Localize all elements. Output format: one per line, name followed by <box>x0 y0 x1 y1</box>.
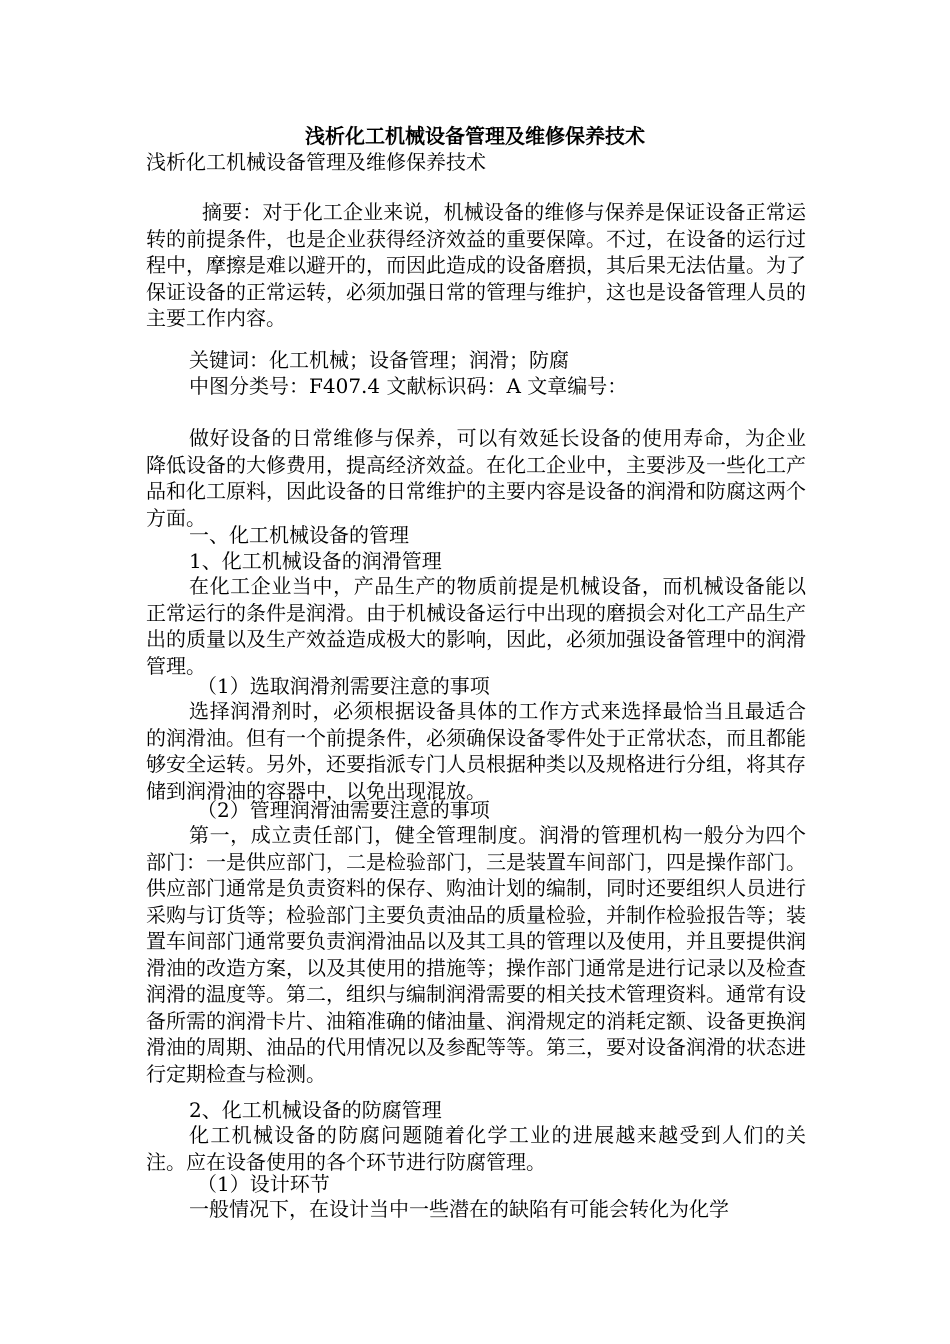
anticorrosion-paragraph: 化工机械设备的防腐问题随着化学工业的进展越来越受到人们的关注。应在设备使用的各个环节进行防腐管理。 <box>146 1123 806 1174</box>
classification-line: 中图分类号：F407.4 文献标识码：A 文章编号： <box>189 374 628 398</box>
lubricant-management-paragraph: 第一，成立责任部门，健全管理制度。润滑的管理机构一般分为四个部门：一是供应部门，二是检验部门，三是装置车间部门，四是操作部门。供应部门通常是负责资料的保存、购油计划的编制，同时还要组织人员进行采购与订货等；检验部门主要负责油品的质量检验，并制作检验报告等；装置车间部门通常要负责润滑油品以及其工具的管理以及使用，并且要提供润滑油的改造方案，以及其使用的措施等；操作部门通常是进行记录以及检查润滑的温度等。第二，组织与编制润滑需要的相关技术管理资料。通常有设备所需的润滑卡片、油箱准确的储油量、润滑规定的消耗定额、设备更换润滑油的周期、油品的代用情况以及参配等等。第三，要对设备润滑的状态进行定期检查与检测。 <box>146 823 806 1086</box>
subsection-heading: 1、化工机械设备的润滑管理 <box>189 549 442 573</box>
lubricant-selection-paragraph: 选择润滑剂时，必须根据设备具体的工作方式来选择最恰当且最适合的润滑油。但有一个前提条件，必须确保设备零件处于正常状态，而且都能够安全运转。另外，还要指派专门人员根据种类以及规格进行分组，将其存储到润滑油的容器中，以免出现混放。 <box>146 699 806 803</box>
design-paragraph: 一般情况下，在设计当中一些潜在的缺陷有可能会转化为化学 <box>189 1197 729 1221</box>
intro-paragraph: 做好设备的日常维修与保养，可以有效延长设备的使用寿命，为企业降低设备的大修费用，提高经济效益。在化工企业中，主要涉及一些化工产品和化工原料，因此设备的日常维护的主要内容是设备的润滑和防腐这两个方面。 <box>146 426 806 530</box>
subsection-heading: 2、化工机械设备的防腐管理 <box>189 1098 442 1122</box>
lubrication-paragraph: 在化工企业当中，产品生产的物质前提是机械设备，而机械设备能以正常运行的条件是润滑。由于机械设备运行中出现的磨损会对化工产品生产出的质量以及生产效益造成极大的影响，因此，必须加强设备管理中的润滑管理。 <box>146 574 806 678</box>
document-subtitle: 浅析化工机械设备管理及维修保养技术 <box>146 150 486 174</box>
item-heading: （2）管理润滑油需要注意的事项 <box>197 798 490 822</box>
item-heading: （1）设计环节 <box>197 1172 330 1196</box>
abstract-paragraph: 摘要：对于化工企业来说，机械设备的维修与保养是保证设备正常运转的前提条件，也是企业获得经济效益的重要保障。不过，在设备的运行过程中，摩擦是难以避开的，而因此造成的设备磨损，其后果无法估量。为了保证设备的正常运转，必须加强日常的管理与维护，这也是设备管理人员的主要工作内容。 <box>146 200 806 330</box>
keywords-line: 关键词：化工机械；设备管理；润滑；防腐 <box>189 348 569 372</box>
item-heading: （1）选取润滑剂需要注意的事项 <box>197 674 490 698</box>
section-heading: 一、化工机械设备的管理 <box>189 523 409 547</box>
document-title: 浅析化工机械设备管理及维修保养技术 <box>305 124 645 148</box>
